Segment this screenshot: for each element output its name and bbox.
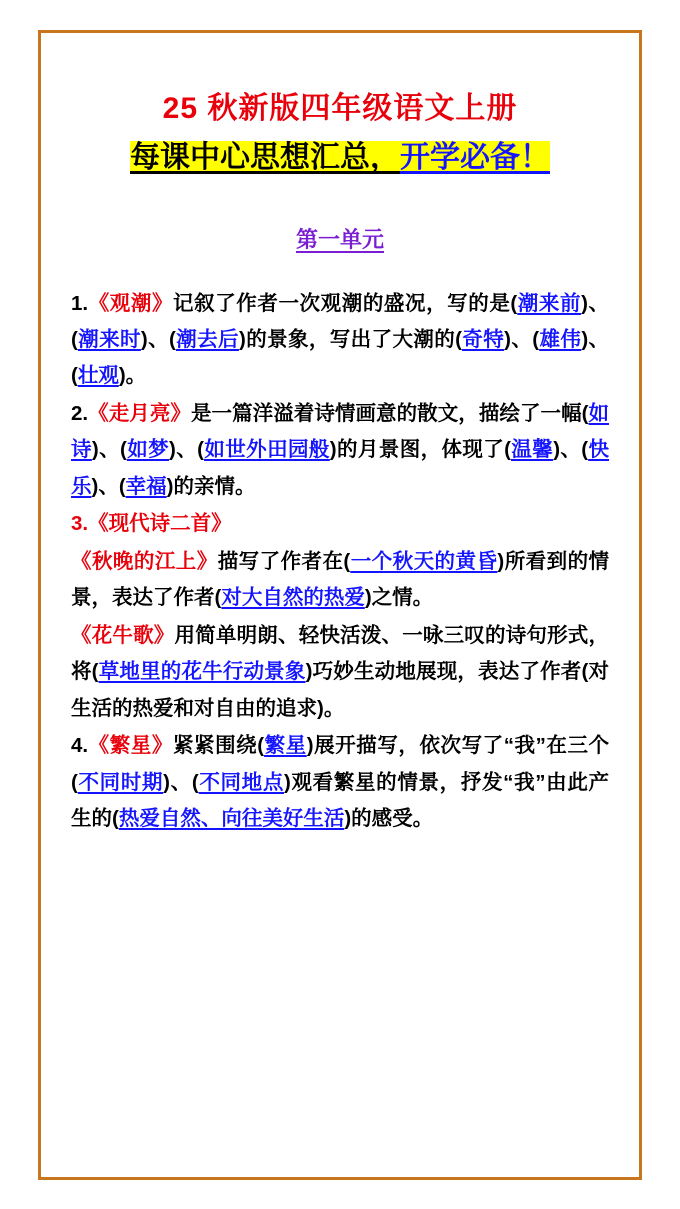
list-item (71, 728, 609, 837)
item-4-text-1: 紧紧围绕( (172, 734, 265, 758)
title-highlight-blue: 开学必备！ (400, 141, 550, 174)
document-page (38, 30, 642, 1180)
item-1-keyword-6: 壮观 (77, 364, 119, 388)
list-item (71, 286, 609, 395)
item-3b-text-2: )巧妙生动地展现，表达了作者(对生活的热爱和对自由的追求)。 (71, 660, 610, 720)
item-2-keyword-5: 快乐 (71, 438, 610, 498)
item-4-keyword-3: 不同地点 (198, 770, 285, 794)
item-3a-text-2: )所看到的情景，表达了作者( (71, 549, 610, 610)
title-highlight-black: 每课中心思想汇总， (130, 141, 400, 174)
item-2-text-1: 是一篇洋溢着诗情画意的散文，描绘了一幅( (190, 401, 589, 425)
item-3b-text-1: 用简单明朗、轻快活泼、一咏三叹的诗句形式，将( (71, 623, 609, 684)
item-1-keyword-4: 奇特 (461, 327, 505, 351)
item-number-3: 3. (71, 512, 89, 536)
item-3a-text-3: )之情。 (364, 586, 434, 610)
item-4-keyword-4: 热爱自然、向往美好生活 (118, 807, 345, 831)
item-2-text-3: )、( (169, 438, 204, 462)
item-3a-keyword-2: 对大自然的热爱 (221, 586, 365, 610)
item-1-text-7: )。 (118, 364, 147, 388)
item-4-text-3: )、( (163, 770, 199, 794)
item-3a-keyword-1: 一个秋天的黄昏 (350, 549, 498, 573)
unit-heading: 第一单元 (295, 226, 384, 252)
lesson-title-guanchao: 《观潮》 (88, 291, 174, 315)
item-2-text-5: )、( (553, 438, 589, 462)
item-2-keyword-3: 如世外田园般 (204, 438, 330, 462)
item-2-keyword-6: 幸福 (125, 474, 167, 498)
item-number-4: 4. (71, 734, 89, 758)
item-1-text-5: )、( (504, 327, 540, 351)
item-2-text-2: )、( (91, 438, 127, 462)
item-1-text-4: )的景象，写出了大潮的( (238, 327, 462, 351)
item-4-text-2: )展开描写，依次写了“我”在三个( (71, 734, 610, 794)
document-title-line-2 (67, 138, 613, 179)
list-item (71, 396, 609, 505)
item-4-text-5: )的感受。 (344, 807, 434, 831)
lesson-title-qiuwan: 《秋晚的江上》 (71, 549, 218, 573)
lesson-title-zouyueliang: 《走月亮》 (88, 401, 191, 425)
list-item (71, 506, 609, 542)
item-1-keyword-1: 潮来前 (517, 291, 582, 315)
item-2-text-7: )的亲情。 (166, 474, 256, 498)
item-1-text-2: )、( (71, 291, 610, 351)
item-2-text-4: )的月景图，体现了( (329, 438, 511, 462)
list-item (71, 544, 609, 617)
item-3a-text-1: 描写了作者在( (217, 549, 351, 573)
document-content (41, 33, 639, 849)
lesson-title-huaniu: 《花牛歌》 (71, 623, 175, 647)
item-number-2: 2. (71, 401, 89, 425)
item-2-text-6: )、( (91, 474, 126, 498)
item-1-keyword-5: 雄伟 (539, 327, 582, 351)
item-4-keyword-2: 不同时期 (77, 770, 164, 794)
item-2-keyword-4: 温馨 (511, 438, 554, 462)
item-2-keyword-2: 如梦 (126, 438, 170, 462)
document-title-line-1: 25 秋新版四年级语文上册 (162, 92, 518, 125)
item-4-text-4: )观看繁星的情景，抒发“我”由此产生的( (71, 770, 610, 831)
item-1-keyword-3: 潮去后 (175, 327, 239, 351)
lesson-title-fanxing: 《繁星》 (88, 734, 173, 758)
item-1-keyword-2: 潮来时 (77, 327, 141, 351)
lesson-title-xiandaishi: 《现代诗二首》 (88, 512, 232, 536)
list-item (71, 618, 609, 727)
item-number-1: 1. (71, 291, 89, 315)
item-3b-keyword-1: 草地里的花牛行动景象 (98, 660, 306, 684)
item-1-text-6: )、( (71, 327, 610, 388)
item-4-keyword-1: 繁星 (264, 734, 307, 758)
item-2-keyword-1: 如诗 (71, 401, 610, 462)
item-1-text-3: )、( (140, 327, 176, 351)
item-1-text-1: 记叙了作者一次观潮的盛况，写的是( (173, 291, 518, 315)
lesson-summary-body (67, 286, 613, 838)
